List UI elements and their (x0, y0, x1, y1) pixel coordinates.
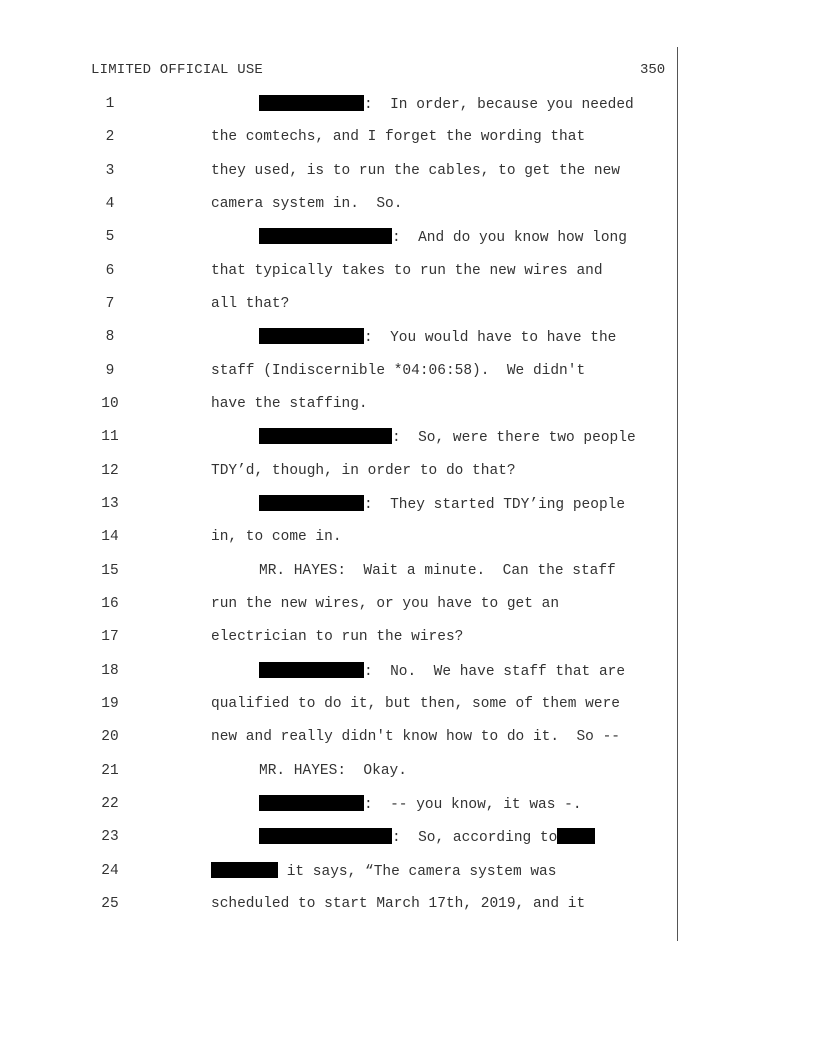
line-number: 22 (101, 796, 119, 812)
transcript-line (0, 695, 816, 729)
line-number: 15 (101, 563, 119, 579)
line-number: 1 (105, 96, 115, 112)
line-text: it says, “The camera system was (278, 864, 557, 880)
line-text: MR. HAYES: Wait a minute. Can the staff (259, 563, 616, 579)
transcript-line (0, 195, 816, 229)
redaction-box (259, 795, 364, 811)
transcript-line (0, 562, 816, 596)
classification-header: LIMITED OFFICIAL USE (91, 62, 264, 78)
transcript-line (0, 728, 816, 762)
line-text: camera system in. So. (211, 196, 403, 212)
transcript-line (0, 228, 816, 262)
redaction-box (259, 828, 392, 844)
line-number: 25 (101, 896, 119, 912)
line-number: 9 (105, 363, 115, 379)
line-number: 11 (101, 429, 119, 445)
line-text: MR. HAYES: Okay. (259, 763, 407, 779)
line-text: : They started TDY’ing people (364, 497, 626, 513)
line-number: 23 (101, 829, 119, 845)
line-text: new and really didn't know how to do it. So -- (211, 729, 620, 745)
line-number: 16 (101, 596, 119, 612)
transcript-line (0, 328, 816, 362)
line-number: 17 (101, 629, 119, 645)
line-text: in, to come in. (211, 529, 342, 545)
line-number: 3 (105, 163, 115, 179)
line-text: : You would have to have the (364, 330, 617, 346)
transcript-line (0, 395, 816, 429)
line-number: 24 (101, 863, 119, 879)
line-number: 5 (105, 229, 115, 245)
redaction-box (211, 862, 278, 878)
transcript-line (0, 362, 816, 396)
transcript-line (0, 262, 816, 296)
transcript-line (0, 895, 816, 929)
transcript-line (0, 495, 816, 529)
line-number: 2 (105, 129, 115, 145)
line-number: 4 (105, 196, 115, 212)
line-text: have the staffing. (211, 396, 368, 412)
line-text: run the new wires, or you have to get an (211, 596, 560, 612)
transcript-line (0, 795, 816, 829)
line-text: : And do you know how long (392, 230, 627, 246)
redaction-box (557, 828, 595, 844)
line-text: : So, according to (392, 830, 558, 846)
redaction-box (259, 95, 364, 111)
transcript-line (0, 162, 816, 196)
line-number: 14 (101, 529, 119, 545)
line-number: 19 (101, 696, 119, 712)
line-number: 6 (105, 263, 115, 279)
line-text: qualified to do it, but then, some of them were (211, 696, 620, 712)
transcript-line (0, 662, 816, 696)
transcript-line (0, 428, 816, 462)
line-text: the comtechs, and I forget the wording that (211, 129, 586, 145)
line-number: 7 (105, 296, 115, 312)
redaction-box (259, 662, 364, 678)
line-number: 21 (101, 763, 119, 779)
line-text: all that? (211, 296, 290, 312)
line-text: scheduled to start March 17th, 2019, and it (211, 896, 586, 912)
line-number: 18 (101, 663, 119, 679)
redaction-box (259, 428, 392, 444)
line-text: : -- you know, it was -. (364, 797, 582, 813)
line-text: they used, is to run the cables, to get the new (211, 163, 620, 179)
transcript-line (0, 462, 816, 496)
transcript-line (0, 528, 816, 562)
line-text: staff (Indiscernible *04:06:58). We didn't (211, 363, 586, 379)
transcript-line (0, 295, 816, 329)
page-number: 350 (640, 62, 666, 78)
transcript-line (0, 128, 816, 162)
line-number: 10 (101, 396, 119, 412)
line-number: 20 (101, 729, 119, 745)
transcript-line (0, 828, 816, 862)
transcript-line (0, 628, 816, 662)
line-text: : No. We have staff that are (364, 664, 626, 680)
redaction-box (259, 495, 364, 511)
line-text: TDY’d, though, in order to do that? (211, 463, 516, 479)
transcript-line (0, 862, 816, 896)
transcript-line (0, 95, 816, 129)
line-text: that typically takes to run the new wires and (211, 263, 603, 279)
line-number: 12 (101, 463, 119, 479)
redaction-box (259, 328, 364, 344)
transcript-line (0, 762, 816, 796)
line-text: : In order, because you needed (364, 97, 634, 113)
redaction-box (259, 228, 392, 244)
line-text: electrician to run the wires? (211, 629, 464, 645)
transcript-line (0, 595, 816, 629)
line-number: 8 (105, 329, 115, 345)
line-number: 13 (101, 496, 119, 512)
line-text: : So, were there two people (392, 430, 636, 446)
